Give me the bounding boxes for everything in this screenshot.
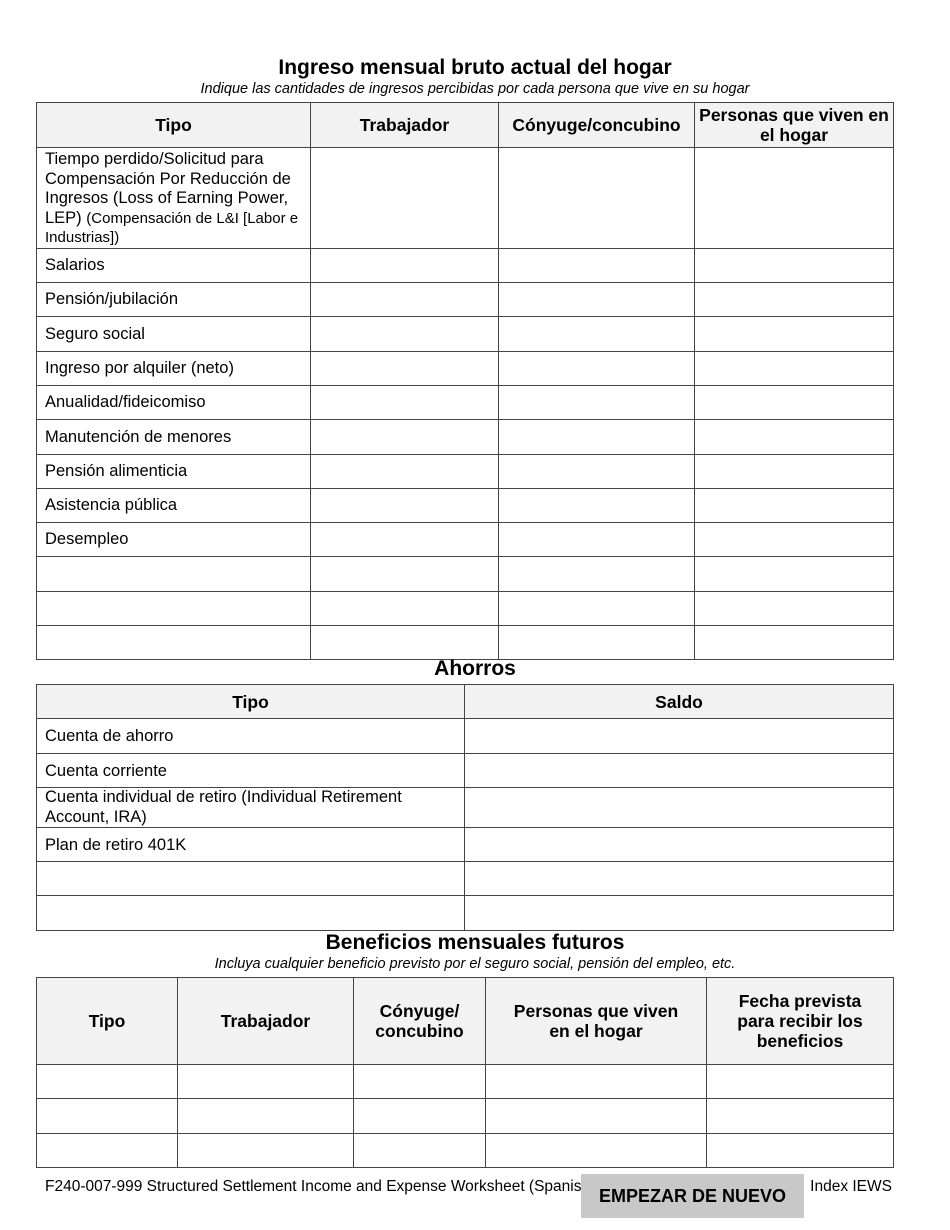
future-cell-trabajador[interactable] — [178, 1065, 354, 1099]
future-table — [36, 977, 894, 1168]
future-cell-tipo[interactable] — [37, 1065, 178, 1099]
income-type-label: Ingreso por alquiler (neto) — [37, 351, 311, 385]
income-cell-personas[interactable] — [695, 385, 894, 419]
table-row — [37, 788, 894, 828]
income-cell-conyuge[interactable] — [499, 556, 695, 591]
income-type-label: Seguro social — [37, 316, 311, 351]
table-row — [37, 148, 894, 249]
future-subtitle: Incluya cualquier beneficio previsto por el seguro social, pensión del empleo, etc. — [214, 956, 736, 972]
future-cell-trabajador[interactable] — [178, 1134, 354, 1168]
income-cell-conyuge[interactable] — [499, 385, 695, 419]
savings-header-saldo: Saldo — [465, 685, 894, 719]
income-cell-personas[interactable] — [695, 522, 894, 556]
table-row — [37, 556, 894, 591]
savings-table — [36, 684, 894, 931]
income-cell-trabajador[interactable] — [311, 454, 499, 488]
income-type-label: Manutención de menores — [37, 419, 311, 454]
income-cell-personas[interactable] — [695, 282, 894, 316]
income-cell-trabajador[interactable] — [311, 351, 499, 385]
savings-type-label: Cuenta de ahorro — [37, 719, 465, 754]
table-row — [37, 1134, 894, 1168]
income-type-label: Pensión/jubilación — [37, 282, 311, 316]
income-type-label: Desempleo — [37, 522, 311, 556]
future-title: Beneficios mensuales futuros — [325, 931, 625, 954]
savings-cell-tipo[interactable] — [37, 862, 465, 896]
income-header-tipo: Tipo — [37, 103, 311, 148]
future-cell-personas[interactable] — [486, 1134, 707, 1168]
income-cell-personas[interactable] — [695, 556, 894, 591]
income-cell-trabajador[interactable] — [311, 282, 499, 316]
savings-header-row — [37, 685, 894, 719]
table-row — [37, 591, 894, 625]
income-cell-personas[interactable] — [695, 351, 894, 385]
income-cell-trabajador[interactable] — [311, 556, 499, 591]
income-type-label: Anualidad/fideicomiso — [37, 385, 311, 419]
future-header-row — [37, 978, 894, 1065]
table-row — [37, 719, 894, 754]
savings-cell-saldo[interactable] — [465, 862, 894, 896]
income-cell-conyuge[interactable] — [499, 591, 695, 625]
income-cell-trabajador[interactable] — [311, 385, 499, 419]
future-cell-personas[interactable] — [486, 1065, 707, 1099]
income-cell-personas[interactable] — [695, 419, 894, 454]
future-header-tipo: Tipo — [37, 978, 178, 1065]
income-table — [36, 102, 894, 660]
future-cell-conyuge[interactable] — [354, 1065, 486, 1099]
table-row — [37, 1065, 894, 1099]
income-type-label: Salarios — [37, 248, 311, 282]
income-cell-conyuge[interactable] — [499, 488, 695, 522]
table-row — [37, 1099, 894, 1134]
income-cell-personas[interactable] — [695, 591, 894, 625]
income-cell-trabajador[interactable] — [311, 625, 499, 659]
income-cell-personas[interactable] — [695, 454, 894, 488]
table-row — [37, 754, 894, 788]
future-header-conyuge: Cónyuge/ concubino — [354, 978, 486, 1065]
income-cell-personas[interactable] — [695, 625, 894, 659]
income-cell-trabajador[interactable] — [311, 591, 499, 625]
table-row — [37, 488, 894, 522]
income-header-personas: Personas que viven en el hogar — [695, 103, 894, 148]
table-row — [37, 862, 894, 896]
savings-cell-saldo[interactable] — [465, 896, 894, 931]
income-cell-trabajador[interactable] — [311, 522, 499, 556]
income-cell-personas[interactable] — [695, 488, 894, 522]
income-type-lep — [37, 148, 311, 249]
income-cell-conyuge[interactable] — [499, 248, 695, 282]
future-cell-personas[interactable] — [486, 1099, 707, 1134]
future-header-fecha: Fecha prevista para recibir los beneficios — [707, 978, 894, 1065]
savings-cell-saldo[interactable] — [465, 788, 894, 828]
future-cell-conyuge[interactable] — [354, 1099, 486, 1134]
table-row — [37, 419, 894, 454]
savings-cell-saldo[interactable] — [465, 719, 894, 754]
savings-header-tipo: Tipo — [37, 685, 465, 719]
income-cell-tipo[interactable] — [37, 625, 311, 659]
income-type-lep-main: Tiempo perdido/Solicitud para Compensación Por Reducción de Ingresos (Loss of Earning Power, LEP) — [45, 150, 291, 227]
income-type-label: Pensión alimenticia — [37, 454, 311, 488]
table-row — [37, 828, 894, 862]
income-cell-tipo[interactable] — [37, 591, 311, 625]
income-cell-tipo[interactable] — [37, 556, 311, 591]
income-title: Ingreso mensual bruto actual del hogar — [278, 56, 672, 79]
future-header-personas: Personas que viven en el hogar — [486, 978, 707, 1065]
future-cell-tipo[interactable] — [37, 1099, 178, 1134]
table-row — [37, 522, 894, 556]
income-cell-personas[interactable] — [695, 316, 894, 351]
future-cell-fecha[interactable] — [707, 1065, 894, 1099]
savings-title: Ahorros — [434, 657, 516, 680]
income-cell-conyuge[interactable] — [499, 454, 695, 488]
table-row — [37, 282, 894, 316]
table-row — [37, 625, 894, 659]
income-cell-conyuge[interactable] — [499, 625, 695, 659]
table-row — [37, 896, 894, 931]
table-row — [37, 385, 894, 419]
future-cell-fecha[interactable] — [707, 1134, 894, 1168]
income-cell-trabajador[interactable] — [311, 316, 499, 351]
table-row — [37, 454, 894, 488]
income-header-trabajador: Trabajador — [311, 103, 499, 148]
reset-button[interactable]: EMPEZAR DE NUEVO — [581, 1174, 804, 1218]
income-header-conyuge: Cónyuge/concubino — [499, 103, 695, 148]
income-subtitle: Indique las cantidades de ingresos percibidas por cada persona que vive en su hogar — [200, 81, 750, 97]
table-row — [37, 248, 894, 282]
income-cell-trabajador[interactable] — [311, 488, 499, 522]
income-type-label: Asistencia pública — [37, 488, 311, 522]
table-row — [37, 351, 894, 385]
income-cell-conyuge[interactable] — [499, 148, 695, 249]
income-type-lep-note: (Compensación de L&I [Labor e Industrias]) — [45, 209, 299, 246]
future-cell-trabajador[interactable] — [178, 1099, 354, 1134]
income-cell-conyuge[interactable] — [499, 351, 695, 385]
savings-type-label: Plan de retiro 401K — [37, 828, 465, 862]
savings-type-label: Cuenta individual de retiro (Individual Retirement Account, IRA) — [37, 788, 465, 828]
income-cell-trabajador[interactable] — [311, 148, 499, 249]
savings-type-label: Cuenta corriente — [37, 754, 465, 788]
income-cell-conyuge[interactable] — [499, 282, 695, 316]
income-cell-conyuge[interactable] — [499, 419, 695, 454]
future-cell-fecha[interactable] — [707, 1099, 894, 1134]
income-cell-trabajador[interactable] — [311, 248, 499, 282]
table-row — [37, 316, 894, 351]
footer-form-id: F240-007-999 Structured Settlement Income and Expense Worksheet (Spanis — [45, 1178, 582, 1195]
income-header-row — [37, 103, 894, 148]
savings-cell-saldo[interactable] — [465, 754, 894, 788]
future-header-trabajador: Trabajador — [178, 978, 354, 1065]
footer-index: Index IEWS — [810, 1178, 892, 1195]
income-cell-conyuge[interactable] — [499, 522, 695, 556]
future-cell-conyuge[interactable] — [354, 1134, 486, 1168]
income-cell-personas[interactable] — [695, 248, 894, 282]
income-cell-personas[interactable] — [695, 148, 894, 249]
savings-cell-saldo[interactable] — [465, 828, 894, 862]
income-cell-conyuge[interactable] — [499, 316, 695, 351]
income-cell-trabajador[interactable] — [311, 419, 499, 454]
future-cell-tipo[interactable] — [37, 1134, 178, 1168]
savings-cell-tipo[interactable] — [37, 896, 465, 931]
